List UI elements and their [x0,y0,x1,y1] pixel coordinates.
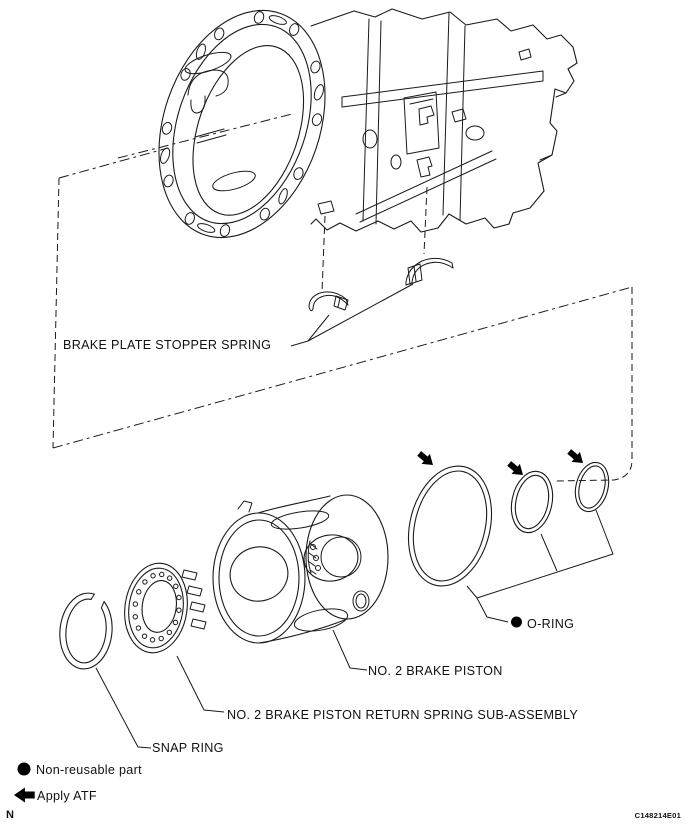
snap-ring [56,591,116,672]
legend-apply-atf: Apply ATF [37,789,97,803]
legend-non-reusable-part: Non-reusable part [36,763,142,777]
assembly-plane-boundary [53,148,632,481]
label-brake-plate-stopper-spring: BRAKE PLATE STOPPER SPRING [63,338,272,352]
return-spring-sub-assembly [119,559,206,657]
o-ring-medium [506,468,558,537]
label-no2-brake-piston: NO. 2 BRAKE PISTON [368,664,503,678]
apply-atf-arrow-icon [14,788,35,803]
spring-position-dashed-line [322,216,325,292]
non-reusable-dot-icon [511,617,522,628]
leader-lines [96,284,613,748]
label-snap-ring: SNAP RING [152,741,224,755]
non-reusable-dot-icon [18,763,31,776]
label-return-spring-sub-assembly: NO. 2 BRAKE PISTON RETURN SPRING SUB-ASSEMBLY [227,708,579,722]
legend [14,763,142,804]
o-ring-large [396,457,503,595]
transmission-housing [118,0,577,260]
figure-code: C148214E01 [634,811,681,820]
o-ring-small [570,459,613,515]
o-rings [396,446,613,594]
stopper-spring-right [406,258,453,285]
label-o-ring: O-RING [527,617,575,631]
spring-position-dashed-line [424,187,427,254]
no2-brake-piston [213,495,388,643]
stopper-spring-left [309,292,348,311]
axis-centerline [118,114,292,158]
part-labels [63,338,578,755]
brake-plate-stopper-springs [309,187,453,311]
page-marker: N [6,809,14,821]
apply-atf-arrow-icon [565,446,587,468]
apply-atf-arrow-icon [415,448,437,470]
